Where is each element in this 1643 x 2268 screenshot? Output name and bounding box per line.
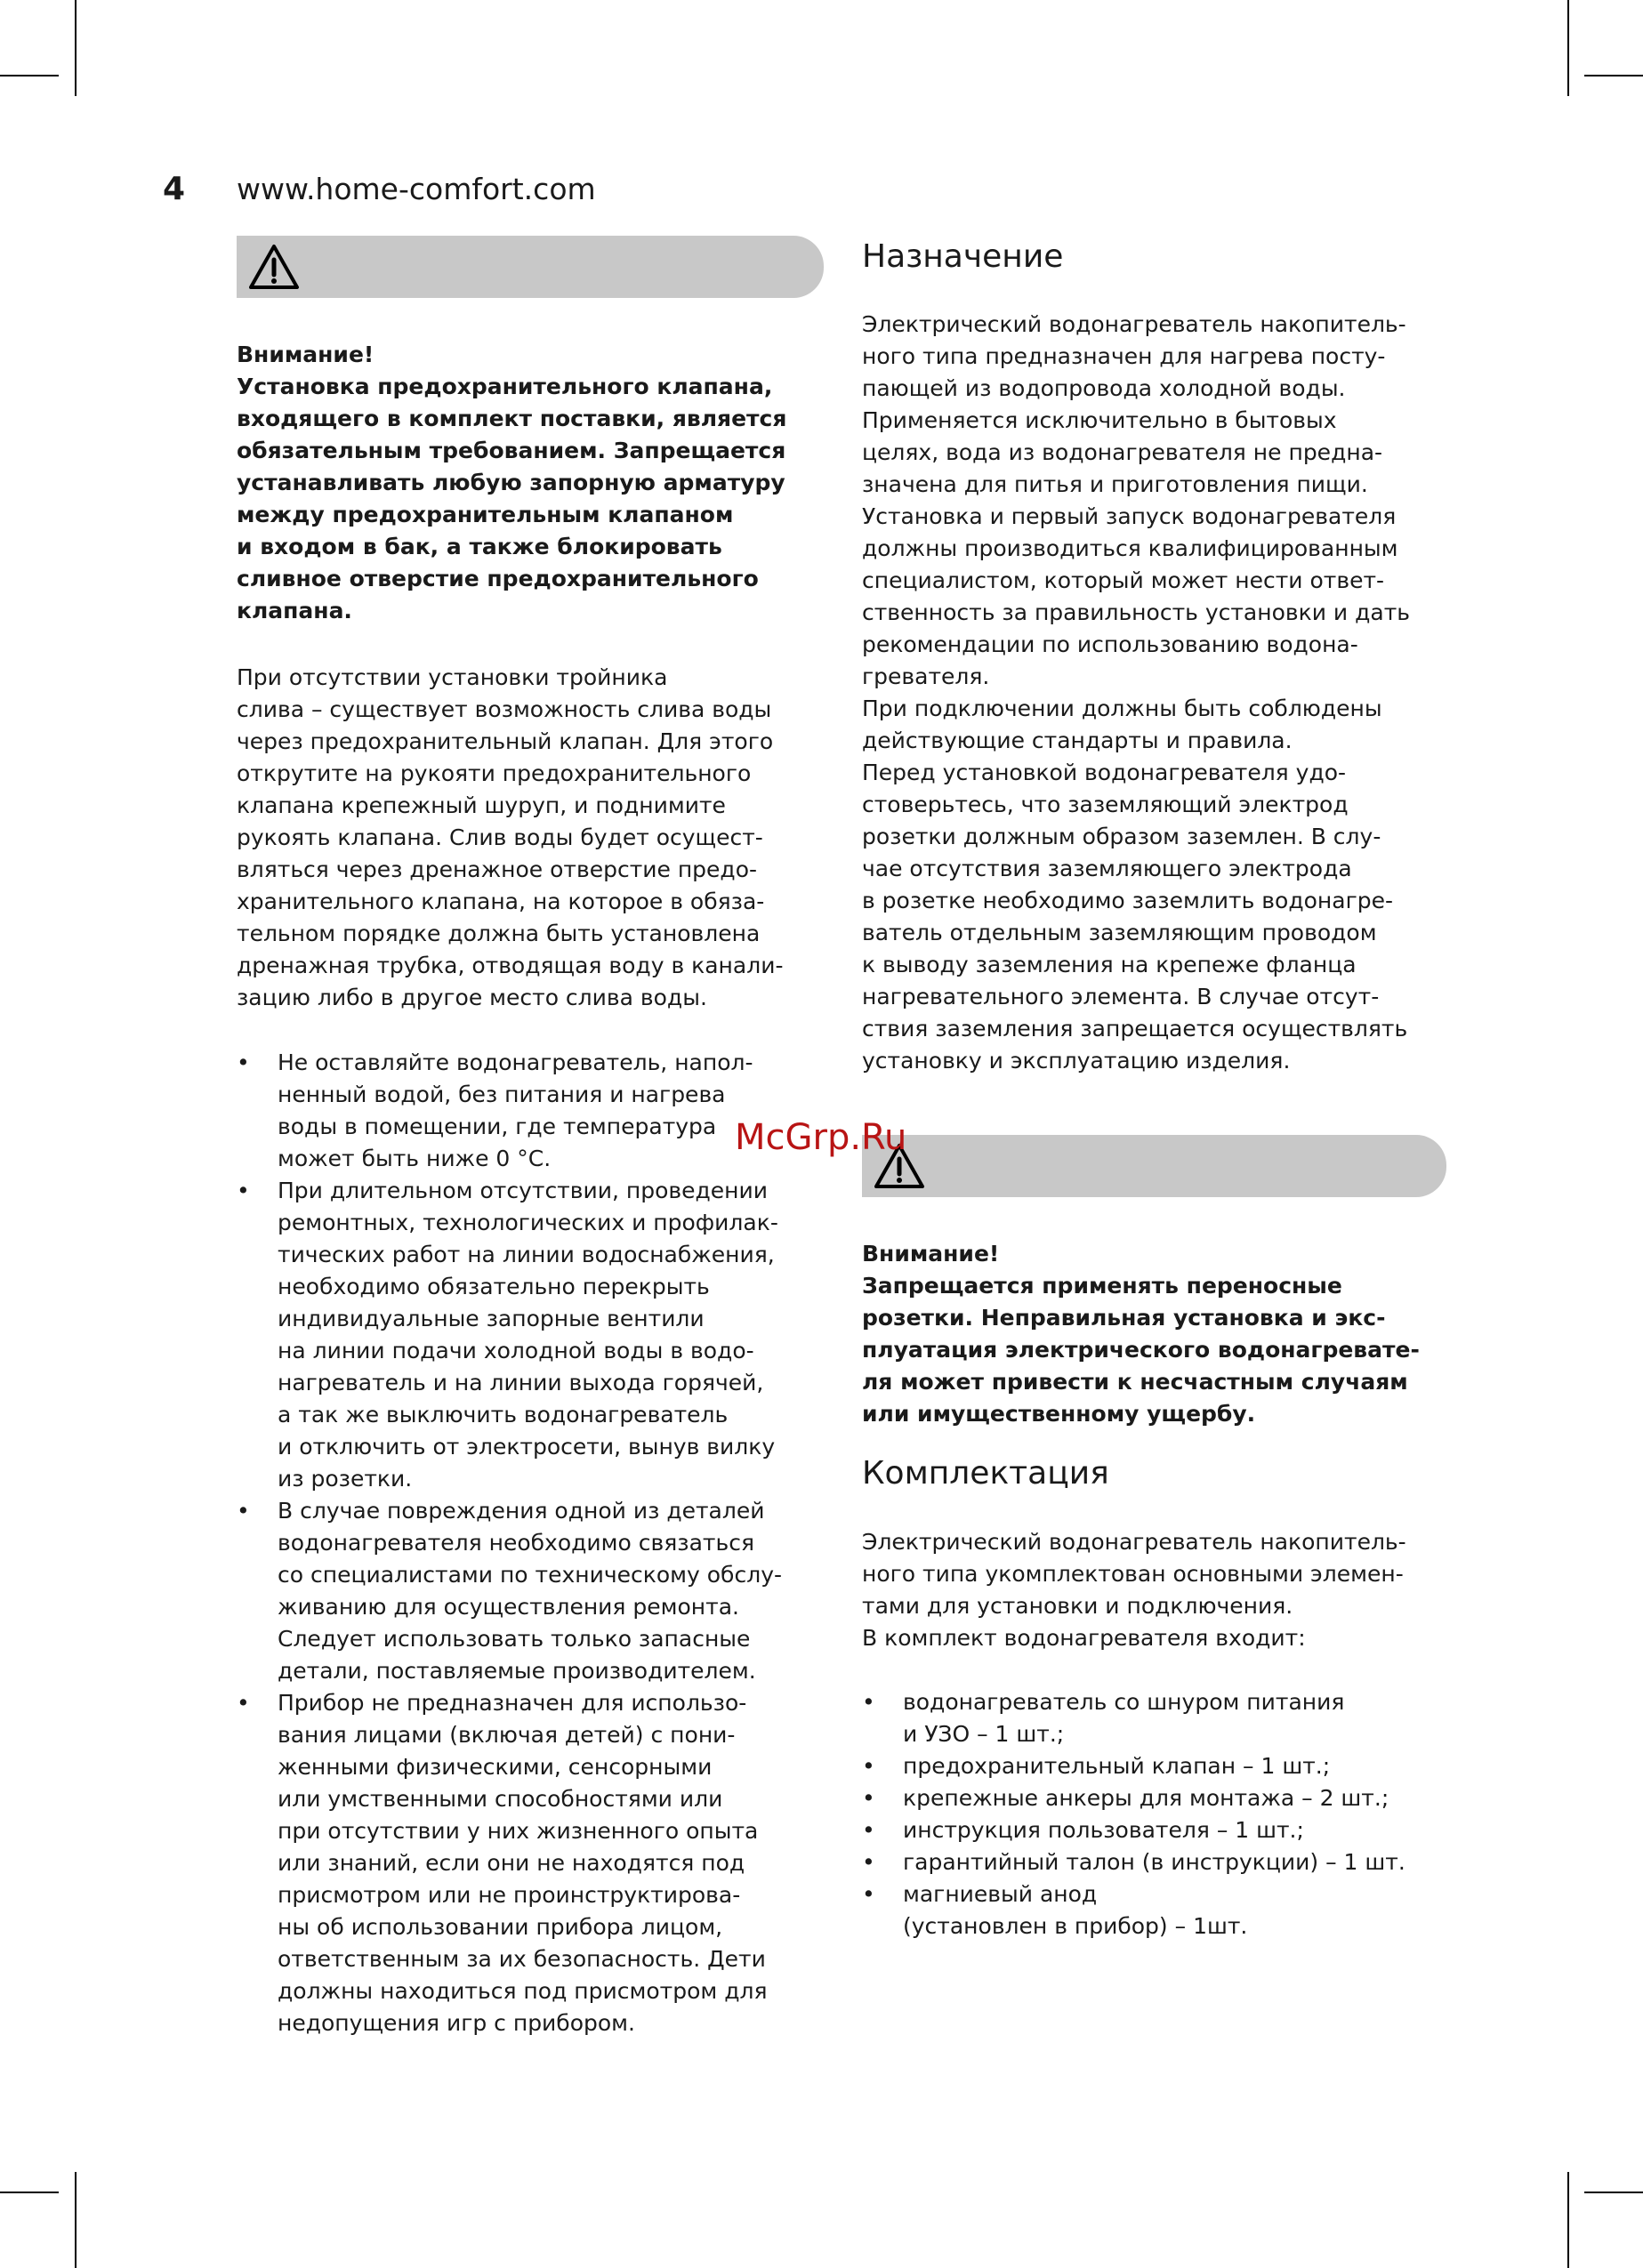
- section-heading-purpose: Назначение: [862, 238, 1064, 275]
- list-item: • крепежные анкеры для монтажа – 2 шт.;: [862, 1782, 1467, 1814]
- kit-item-list: [862, 1686, 1467, 1942]
- crop-mark-bottom-right: [1567, 2172, 1569, 2268]
- warning-body-right: Запрещается применять переносные розетки. Неправильная установка и экс- плуатация электрического водонагревате- ля может привести к несчастным случаям или имущественному ущербу.: [862, 1273, 1420, 1427]
- list-item: • Прибор не предназначен для использо- вания лицами (включая детей) с пони- женными физическими, сенсорными или умственными способностями или при отсутствии у них жизненного опыта или знаний, если они не находятся под присмотром или не проинструктирова- ны об использовании прибора лицом, ответственным за их безопасность. Дети должны находиться под присмотром для недопущения игр с прибором.: [237, 1687, 824, 2039]
- list-item: • магниевый анод (установлен в прибор) – 1шт.: [862, 1878, 1467, 1942]
- crop-mark-top-right-h: [1584, 75, 1643, 76]
- warning-bar-left: [237, 236, 824, 298]
- site-url: www.home-comfort.com: [237, 172, 596, 206]
- watermark: McGrp.Ru: [735, 1117, 907, 1158]
- list-item: • инструкция пользователя – 1 шт.;: [862, 1814, 1467, 1846]
- section-heading-kit: Комплектация: [862, 1455, 1109, 1492]
- crop-mark-bottom-left: [75, 2172, 77, 2268]
- list-item: • гарантийный талон (в инструкции) – 1 шт.: [862, 1846, 1467, 1878]
- list-item: • Не оставляйте водонагреватель, напол- ненный водой, без питания и нагрева воды в помещении, где температура может быть ниже 0 °C.: [237, 1047, 824, 1175]
- kit-body: Электрический водонагреватель накопитель- ного типа укомплектован основными элемен- тами для установки и подключения. В комплект водонагревателя входит:: [862, 1529, 1406, 1651]
- list-item: • При длительном отсутствии, проведении ремонтных, технологических и профилак- тических работ на линии водоснабжения, необходимо обязательно перекрыть индивидуальные запорные вентили на линии подачи холодной воды в водо- нагреватель и на линии выхода горячей, а так же выключить водонагреватель и отключить от электросети, вынув вилку из розетки.: [237, 1175, 824, 1495]
- drain-paragraph: При отсутствии установки тройника слива – существует возможность слива воды через предохранительный клапан. Для этого открутите на рукояти предохранительного клапана крепежный шуруп, и поднимите рукоять клапана. Слив воды будет осущест- вляться через дренажное отверстие предо- хранительного клапана, на которое в обяза- тельном порядке должна быть установлена дренажная трубка, отводящая воду в канали- зацию либо в другое место слива воды.: [237, 664, 784, 1010]
- purpose-body: Электрический водонагреватель накопитель- ного типа предназначен для нагрева посту- пающей из водопровода холодной воды. Применяется исключительно в бытовых целях, вода из водонагревателя не предна- значена для питья и приготовления пищи. Установка и первый запуск водонагревателя должны производиться квалифицированным специалистом, который может нести ответ- ственность за правильность установки и дать рекомендации по использованию водона- гревателя. При подключении должны быть соблюдены действующие стандарты и правила. Перед установкой водонагревателя удо- стоверьтесь, что заземляющий электрод розетки должным образом заземлен. В слу- чае отсутствия заземляющего электрода в розетке необходимо заземлить водонагре- ватель отдельным заземляющим проводом к выводу заземления на крепеже фланца нагревательного элемента. В случае отсут- ствия заземления запрещается осуществлять установку и эксплуатацию изделия.: [862, 311, 1411, 1074]
- warning-bar-right: [862, 1135, 1446, 1197]
- page-number: 4: [163, 171, 186, 207]
- crop-mark-top-left: [75, 0, 77, 96]
- crop-mark-bottom-right-h: [1584, 2192, 1643, 2193]
- warning-triangle-icon: [247, 243, 301, 291]
- crop-mark-top-right: [1567, 0, 1569, 96]
- list-item: • В случае повреждения одной из деталей водонагревателя необходимо связаться со специалистами по техническому обслу- живанию для осуществления ремонта. Следует использовать только запасные детали, поставляемые производителем.: [237, 1495, 824, 1687]
- warning-body-left: Установка предохранительного клапана, входящего в комплект поставки, является обязательным требованием. Запрещается устанавливать любую запорную арматуру между предохранительным клапаном и входом в бак, а также блокировать сливное отверстие предохранительного клапана.: [237, 374, 787, 623]
- warning-title-right: Внимание!: [862, 1241, 1000, 1267]
- safety-bullet-list: [237, 1047, 824, 2039]
- list-item: • предохранительный клапан – 1 шт.;: [862, 1750, 1467, 1782]
- list-item: • водонагреватель со шнуром питания и УЗО – 1 шт.;: [862, 1686, 1467, 1750]
- warning-title-left: Внимание!: [237, 342, 375, 367]
- crop-mark-top-left-h: [0, 75, 59, 76]
- crop-mark-bottom-left-h: [0, 2192, 59, 2193]
